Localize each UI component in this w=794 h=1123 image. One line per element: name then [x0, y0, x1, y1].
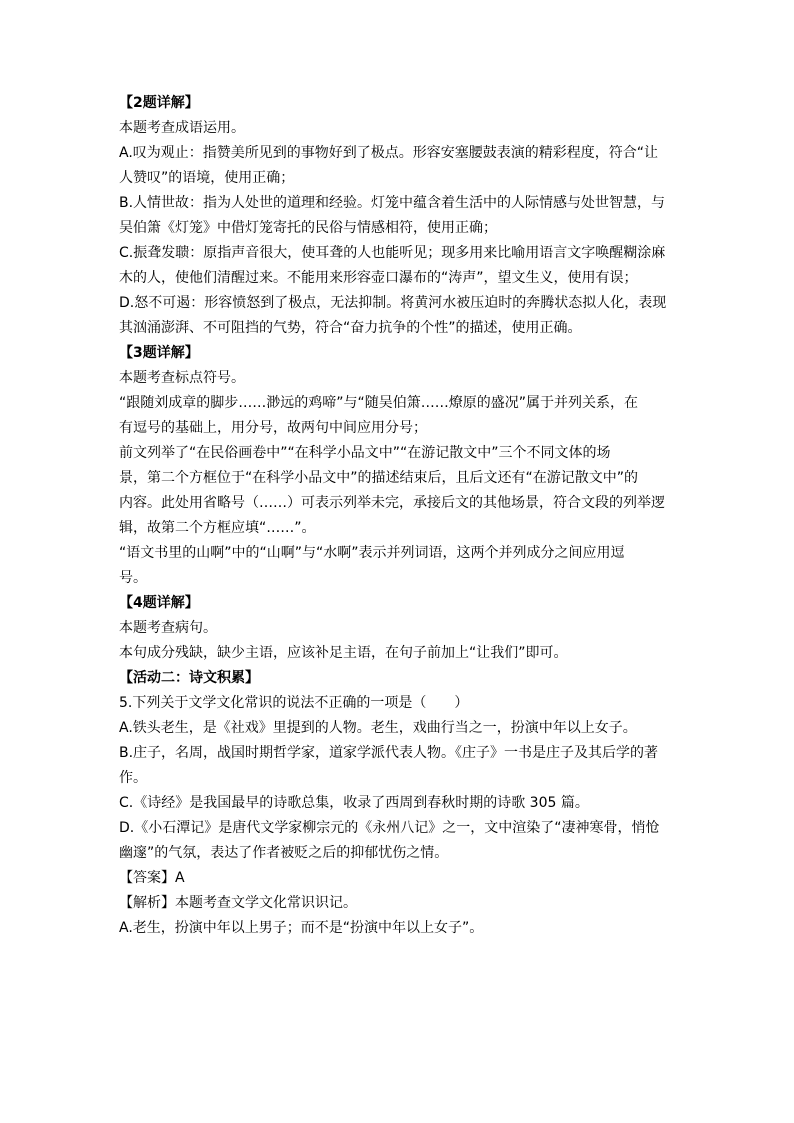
- text-line: D.《小石潭记》是唐代文学家柳宗元的《永州八记》之一，文中渲染了“凄神寒骨，悄怆: [119, 820, 660, 836]
- text-line: 其汹涌澎湃、不可阻挡的气势，符合“奋力抗争的个性”的描述，使用正确。: [119, 320, 582, 336]
- text-line: A.叹为观止：指赞美所见到的事物好到了极点。形容安塞腰鼓表演的精彩程度，符合“让: [119, 145, 659, 161]
- section-heading: 【3题详解】: [119, 345, 199, 361]
- text-line: 吴伯箫《灯笼》中借灯笼寄托的民俗与情感相符，使用正确；: [119, 220, 497, 236]
- text-line: 【解析】本题考查文学文化常识识记。: [119, 895, 357, 911]
- text-line: “跟随刘成章的脚步……渺远的鸡啼”与“随吴伯箫……燎原的盛况”属于并列关系，在: [119, 395, 639, 411]
- text-line: 5.下列关于文学文化常识的说法不正确的一项是（ ）: [119, 695, 469, 711]
- text-line: 号。: [119, 570, 147, 586]
- text-line: 木的人，使他们清醒过来。不能用来形容壶口瀑布的“涛声”，望文生义，使用有误；: [119, 270, 638, 286]
- text-line: 人赞叹”的语境，使用正确；: [119, 170, 295, 186]
- text-line: 本题考查成语运用。: [119, 120, 245, 136]
- section-heading: 【2题详解】: [119, 95, 199, 111]
- text-line: 【答案】A: [119, 870, 185, 886]
- text-line: 景，第二个方框位于“在科学小品文中”的描述结束后，且后文还有“在游记散文中”的: [119, 470, 639, 486]
- text-line: A.铁头老生，是《社戏》里提到的人物。老生，戏曲行当之一，扮演中年以上女子。: [119, 720, 637, 736]
- section-heading: 【4题详解】: [119, 595, 199, 611]
- text-line: C.《诗经》是我国最早的诗歌总集，收录了西周到春秋时期的诗歌 305 篇。: [119, 795, 589, 811]
- text-line: “语文书里的山啊”中的“山啊”与“水啊”表示并列词语，这两个并列成分之间应用逗: [119, 545, 625, 561]
- text-line: 幽邃”的气氛，表达了作者被贬之后的抑郁忧伤之情。: [119, 845, 449, 861]
- text-line: 有逗号的基础上，用分号，故两句中间应用分号；: [119, 420, 427, 436]
- text-line: 作。: [119, 770, 147, 786]
- text-line: A.老生，扮演中年以上男子；而不是“扮演中年以上女子”。: [119, 920, 484, 936]
- text-line: D.怒不可遏：形容愤怒到了极点，无法抑制。将黄河水被压迫时的奔腾状态拟人化，表现: [119, 295, 667, 311]
- text-line: 前文列举了“在民俗画卷中”“在科学小品文中”“在游记散文中”三个不同文体的场: [119, 445, 611, 461]
- text-line: B.庄子，名周，战国时期哲学家，道家学派代表人物。《庄子》一书是庄子及其后学的著: [119, 745, 659, 761]
- section-heading: 【活动二：诗文积累】: [119, 670, 259, 686]
- text-line: C.振聋发聩：原指声音很大，使耳聋的人也能听见；现多用来比喻用语言文字唤醒糊涂麻: [119, 245, 666, 261]
- document-page: [119, 91, 679, 941]
- text-line: B.人情世故：指为人处世的道理和经验。灯笼中蕴含着生活中的人际情感与处世智慧，与: [119, 195, 666, 211]
- text-line: 本题考查病句。: [119, 620, 217, 636]
- text-line: 本句成分残缺，缺少主语，应该补足主语，在句子前加上“让我们”即可。: [119, 645, 568, 661]
- text-line: 辑，故第二个方框应填“……”。: [119, 520, 316, 536]
- text-line: 本题考查标点符号。: [119, 370, 245, 386]
- text-line: 内容。此处用省略号（……）可表示列举未完，承接后文的其他场景，符合文段的列举逻: [119, 495, 665, 511]
